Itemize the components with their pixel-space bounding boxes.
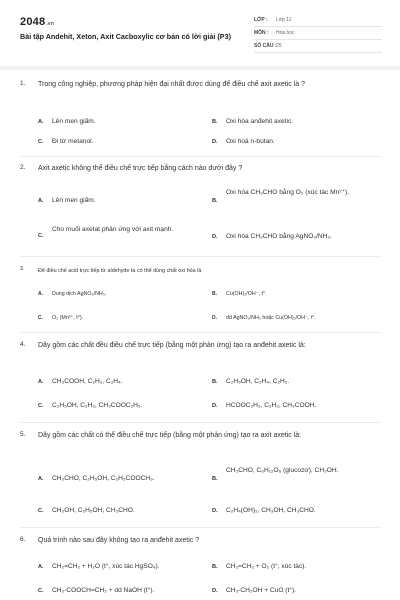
option-text: CH₃OH, C₂H₅OH, CH₃CHO. xyxy=(52,507,135,514)
option-text: Lên men giấm. xyxy=(52,197,96,204)
question-number: 5. xyxy=(20,431,26,438)
logo-text: 2048 xyxy=(20,16,46,28)
option-label: D. xyxy=(212,588,218,594)
option-label: C. xyxy=(38,588,44,594)
option-text: C₂H₅OH, C₂H₂, CH₃COOC₂H₅. xyxy=(52,402,143,409)
option-label: D. xyxy=(212,139,218,145)
option-text: dd AgNO₃/NH₃ hoặc Cu(OH)₂/OH⁻, t°. xyxy=(226,315,316,321)
option-text: Oxi hóa anđehit axetic. xyxy=(226,118,294,125)
option-label: D. xyxy=(212,315,217,321)
option-label: C. xyxy=(38,233,44,239)
option-label: B. xyxy=(212,564,218,570)
question-number: 4. xyxy=(20,341,26,348)
option-text: O₂ (Mn²⁺, t°). xyxy=(52,315,84,321)
meta-key: LỚP : xyxy=(254,17,268,23)
question-number: 1. xyxy=(20,80,26,87)
meta-row-count xyxy=(254,40,382,53)
meta-key: SỐ CÂU : xyxy=(254,43,277,49)
logo-suffix: .vn xyxy=(46,21,55,27)
meta-table xyxy=(254,14,382,53)
meta-value: Hóa học xyxy=(276,30,295,36)
meta-value: Lớp 11 xyxy=(276,17,292,23)
option-text: CH₃CHO, C₂H₅OH, C₂H₅COOCH₃. xyxy=(52,475,155,482)
question-number: 2. xyxy=(20,164,26,171)
question-stem: Để điều chế acid trực tiếp từ aldehyde ta có thể dùng chất oxi hóa là xyxy=(38,268,202,274)
option-text: Oxi hóa CH₃CHO bằng AgNO₃/NH₃. xyxy=(226,233,332,240)
option-text: Dung dịch AgNO₃/NH₃. xyxy=(52,291,107,297)
meta-key: MÔN : xyxy=(254,30,269,36)
option-label: C. xyxy=(38,139,44,145)
option-label: B. xyxy=(212,198,218,204)
question-separator xyxy=(20,422,382,423)
option-label: D. xyxy=(212,403,218,409)
option-text: CH₃-COOCH=CH₂ + dd NaOH (t°). xyxy=(52,587,155,594)
option-label: D. xyxy=(212,234,218,240)
question-stem: Dãy gồm các chất đều điều chế trực tiếp (bằng một phản ứng) tạo ra anđehit axetic là: xyxy=(38,342,306,349)
option-label: A. xyxy=(38,476,44,482)
meta-row-class xyxy=(254,14,382,27)
option-text: Đi từ metanol. xyxy=(52,138,94,145)
document-title: Bài tập Andehit, Xeton, Axit Cacboxylic cơ bản có lời giải (P3) xyxy=(20,32,231,41)
option-text: CH₂=CH₂ + O₂ (t°, xúc tác). xyxy=(226,563,307,570)
option-label: A. xyxy=(38,291,43,297)
option-label: C. xyxy=(38,508,44,514)
question-number: 6. xyxy=(20,536,26,543)
meta-row-subject xyxy=(254,27,382,40)
option-label: B. xyxy=(212,476,218,482)
option-label: A. xyxy=(38,198,44,204)
option-text: CH₂=CH₂ + H₂O (t°, xúc tác HgSO₄). xyxy=(52,563,160,570)
option-text: Oxi hóa CH₃CHO bằng O₂ (xúc tác Mn²⁺). xyxy=(226,189,350,196)
question-stem: Quá trình nào sau đây không tạo ra anđehit axetic ? xyxy=(38,537,200,544)
option-label: B. xyxy=(212,379,218,385)
question-stem: Axit axetic không thể điều chế trực tiếp bằng cách nào dưới đây ? xyxy=(38,165,243,172)
option-label: D. xyxy=(212,508,218,514)
option-text: Oxi hoá n-butan. xyxy=(226,138,275,145)
option-label: C. xyxy=(38,315,43,321)
option-text: Cho muối axetat phản ứng với axit mạnh. xyxy=(52,226,174,233)
question-stem: Dãy gồm các chất có thể điều chế trực tiếp (bằng một phản ứng) tạo ra axit axetic là: xyxy=(38,432,302,439)
option-label: B. xyxy=(212,291,217,297)
question-separator xyxy=(20,527,382,528)
meta-value: 25 xyxy=(276,43,282,49)
option-label: A. xyxy=(38,379,44,385)
option-label: C. xyxy=(38,403,44,409)
question-separator xyxy=(20,332,382,333)
option-text: CH₃CHO, C₆H₁₂O₆ (glucozơ), CH₃OH. xyxy=(226,467,339,474)
option-text: C₂H₅OH, C₂H₄, C₂H₂. xyxy=(226,378,290,385)
question-number: 3. xyxy=(20,266,25,272)
question-separator xyxy=(20,156,382,157)
option-text: C₂H₄(OH)₂, CH₃OH, CH₃CHO. xyxy=(226,507,316,514)
option-label: A. xyxy=(38,564,44,570)
option-text: Lên men giấm. xyxy=(52,118,96,125)
site-logo[interactable] xyxy=(20,16,54,28)
page-header xyxy=(20,14,382,60)
option-text: HCOOC₂H₃, C₂H₂, CH₃COOH. xyxy=(226,402,317,409)
question-stem: Trong công nghiệp, phương pháp hiện đại nhất được dùng để điều chế axit axetic là ? xyxy=(38,81,305,88)
header-divider xyxy=(0,66,400,70)
option-text: CH₃COOH, C₂H₂, C₂H₄. xyxy=(52,378,123,385)
question-separator xyxy=(20,256,382,257)
option-text: Cu(OH)₂/OH⁻, t°. xyxy=(226,291,267,297)
option-text: CH₃-CH₂OH + CuO (t°). xyxy=(226,587,296,594)
option-label: A. xyxy=(38,119,44,125)
option-label: B. xyxy=(212,119,218,125)
